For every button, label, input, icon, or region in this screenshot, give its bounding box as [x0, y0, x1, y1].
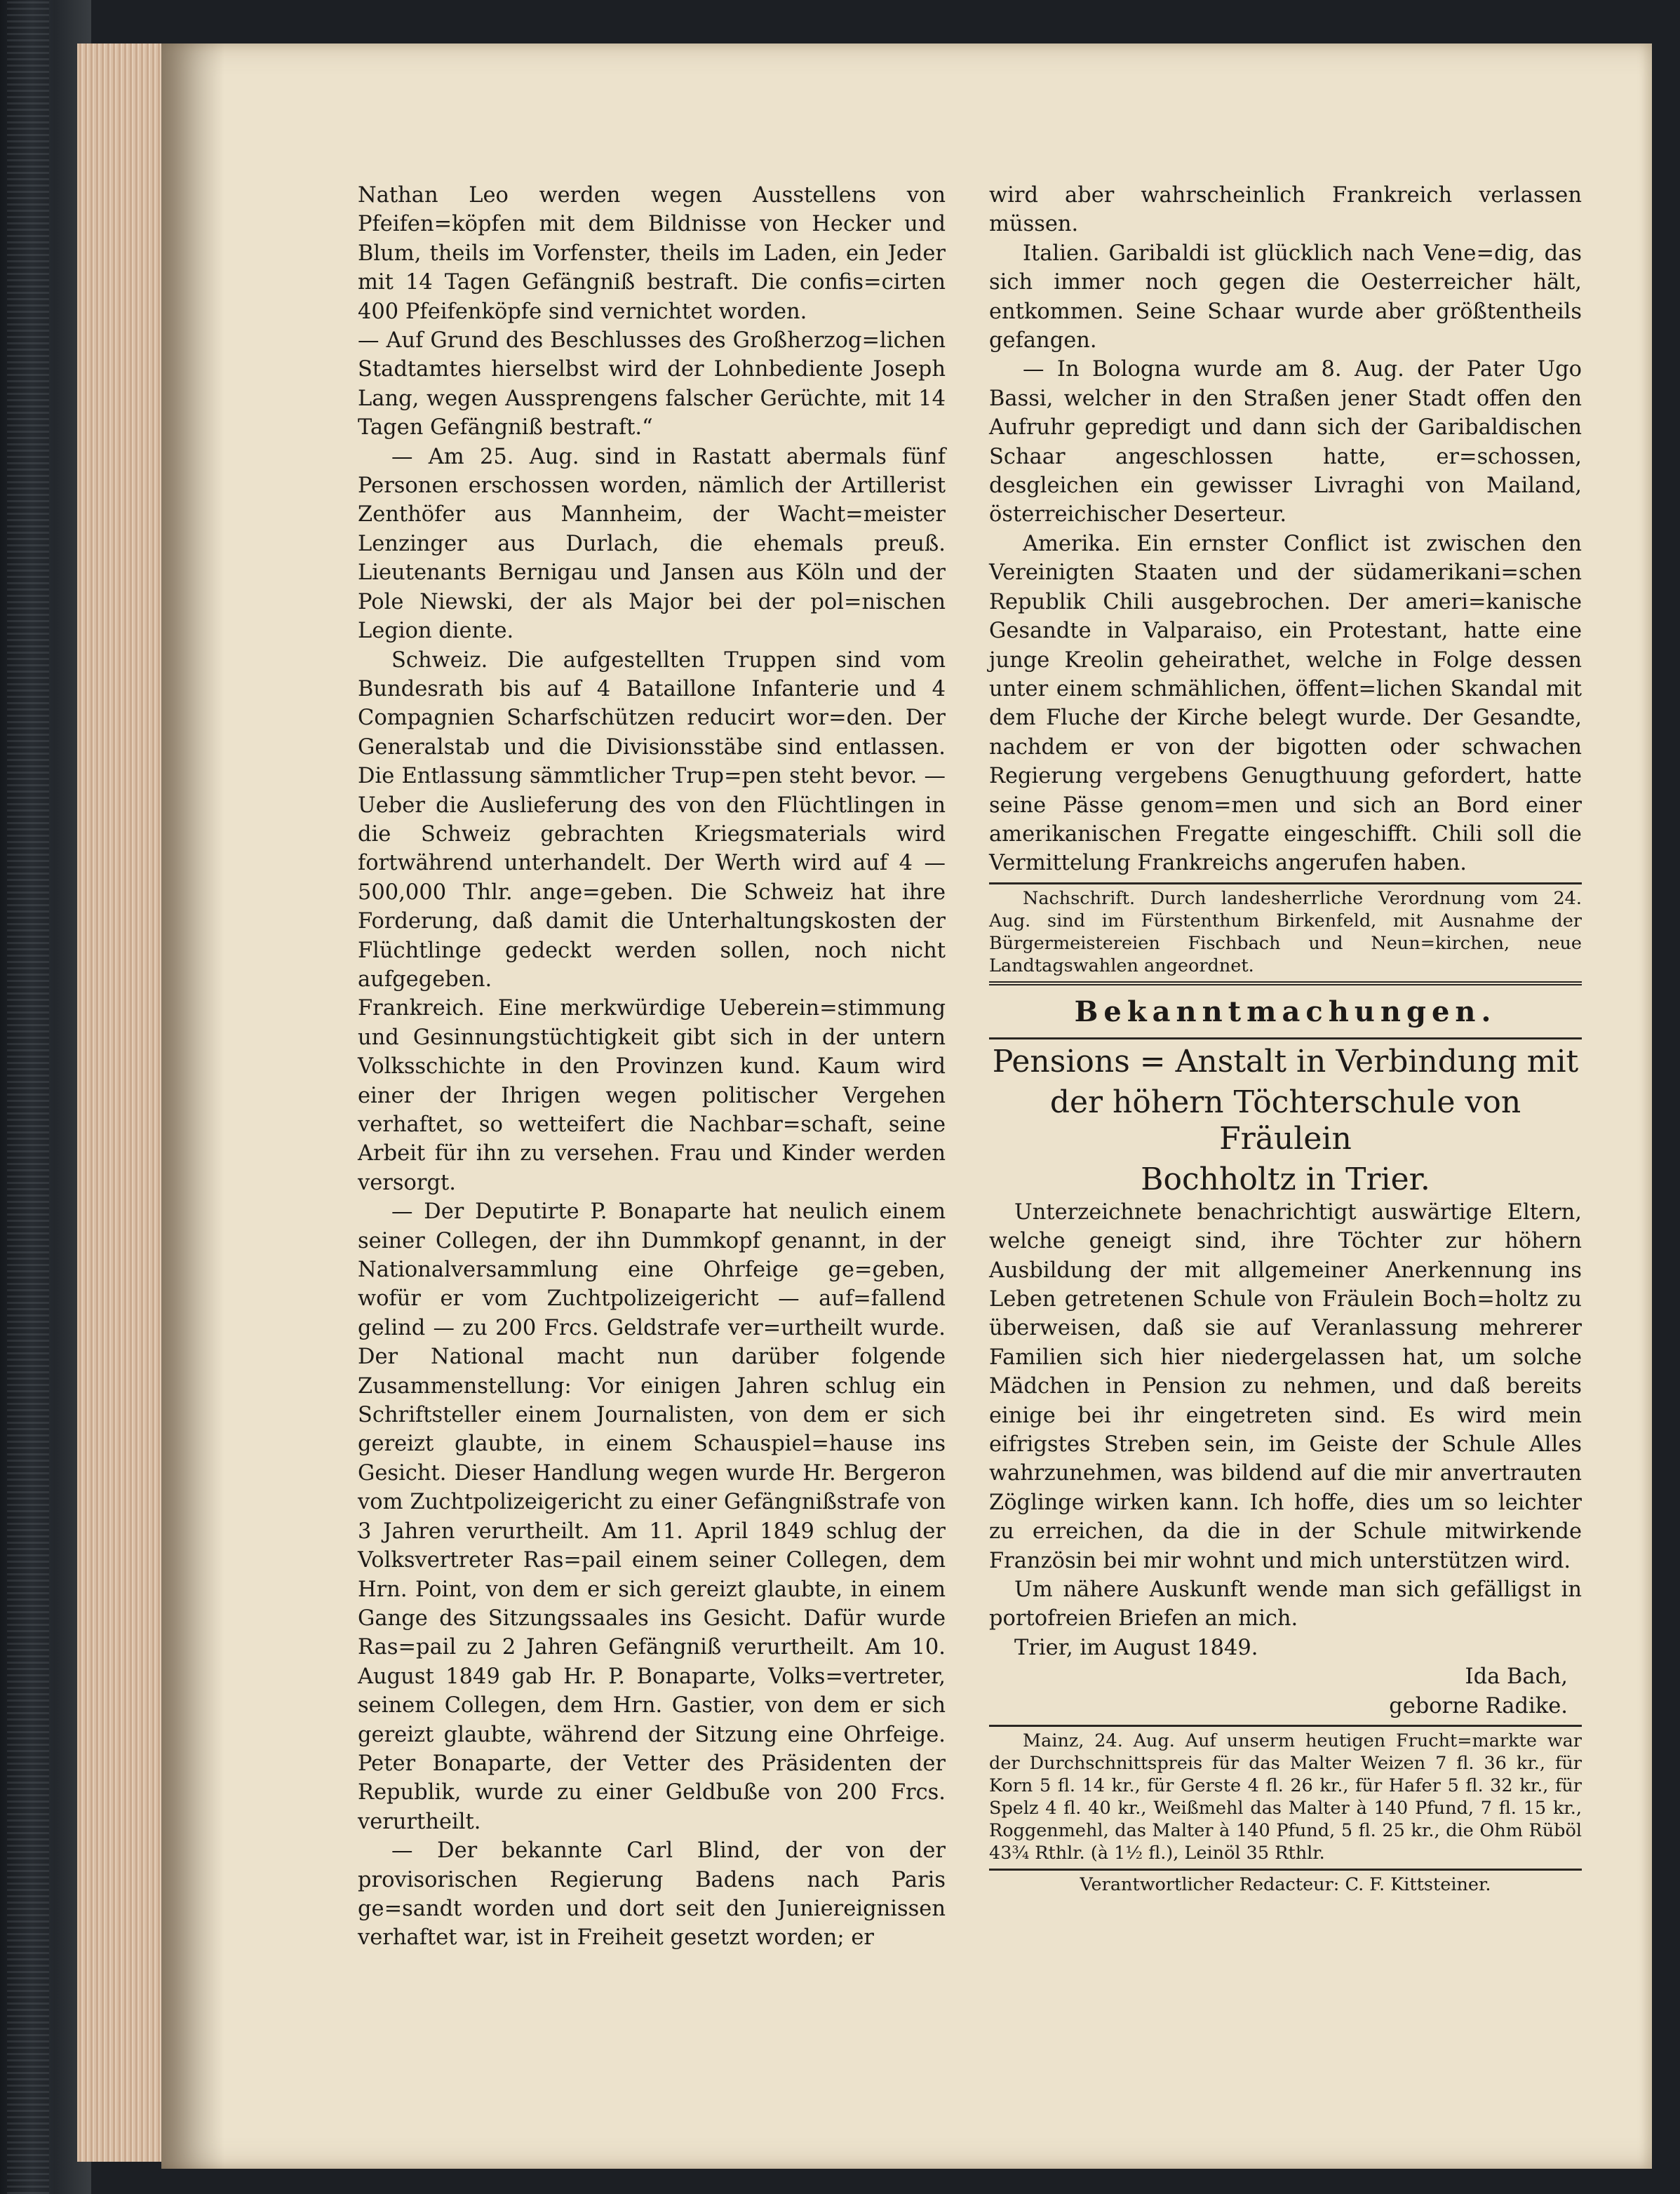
- page-right-edge: [1652, 0, 1680, 2194]
- market-report: Mainz, 24. Aug. Auf unserm heutigen Frucht=markte war der Durchschnittspreis für das Malter Weizen 7 fl. 36 kr., für Korn 5 fl. 14 kr., für Gerste 4 fl. 26 kr., für Hafer 5 fl. 32 kr., für Spelz 4 fl. 40 kr., Weißmehl das Malter à 140 Pfund, 7 fl. 15 kr., Roggenmehl, das Malter à 140 Pfund, 5 fl. 25 kr., die Ohm Rüböl 43¾ Rthlr. (à 1½ fl.), Leinöl 35 Rthlr.: [989, 1730, 1582, 1864]
- article-paragraph: Frankreich. Eine merkwürdige Ueberein=stimmung und Gesinnungstüchtigkeit gibt sich in der untern Volksschichte in den Provinzen kund. Kaum wird einer der Ihrigen wegen politischer Vergehen verhaftet, so wetteifert die Nachbar=schaft, seine Arbeit für ihn zu versehen. Frau und Kinder werden versorgt.: [358, 996, 946, 1195]
- ad-signature-name: Ida Bach,: [1465, 1664, 1568, 1690]
- ad-body: [989, 1198, 1582, 1663]
- article-paragraph: — Der Deputirte P. Bonaparte hat neulich einem seiner Collegen, der ihn Dummkopf genannt, in der Nationalversammlung eine Ohrfeige ge=geben, wofür er vom Zuchtpolizeigericht — auf=fallend gelind — zu 200 Frcs. Geldstrafe ver=urtheilt wurde. Der National macht nun darüber folgende Zusammenstellung: Vor einigen Jahren schlug ein Schriftsteller einem Journalisten, von dem er sich gereizt glaubte, in einem Schauspiel=hause ins Gesicht. Dieser Handlung wegen wurde Hr. Bergeron vom Zuchtpolizeigericht zu einer Gefängnißstrafe von 3 Jahren verurtheilt. Am 11. April 1849 schlug der Volksvertreter Ras=pail einem seiner Collegen, dem Hrn. Point, von dem er sich gereizt glaubte, in einem Gange des Sitzungssaales ins Gesicht. Dafür wurde Ras=pail zu 2 Jahren Gefängniß verurtheilt. Am 10. August 1849 gab Hr. P. Bonaparte, Volks=vertreter, seinem Collegen, dem Hrn. Gastier, von dem er sich gereizt glaubte, während der Sitzung eine Ohrfeige. Peter Bonaparte, der Vetter des Präsidenten der Republik, wurde zu einer Geldbuße von 200 Frcs. verurtheilt.: [358, 1199, 946, 1834]
- article-paragraph: — Auf Grund des Beschlusses des Großherzog=lichen Stadtamtes hierselbst wird der Lohnbediente Joseph Lang, wegen Aussprengens falscher Gerüchte, mit 14 Tagen Gefängniß bestraft.“: [358, 328, 946, 440]
- article-paragraph: — In Bologna wurde am 8. Aug. der Pater Ugo Bassi, welcher in den Straßen jener Stadt offen den Aufruhr gepredigt und dann sich der Garibaldischen Schaar angeschlossen hatte, er=schossen, desgleichen ein gewisser Livraghi von Mailand, österreichischer Deserteur.: [989, 357, 1582, 527]
- ad-place-date: Trier, im August 1849.: [1014, 1635, 1258, 1660]
- ad-paragraph: Um nähere Auskunft wende man sich gefälligst in portofreien Briefen an mich.: [989, 1577, 1582, 1631]
- article-paragraph: — Der bekannte Carl Blind, der von der provisorischen Regierung Badens nach Paris ge=sandt worden und dort seit den Juniereignissen verhaftet war, ist in Freiheit gesetzt worden; er: [358, 1838, 946, 1951]
- nachschrift: Nachschrift. Durch landesherrliche Verordnung vom 24. Aug. sind im Fürstenthum Birkenfeld, mit Ausnahme der Bürgermeistereien Fischbach und Neun=kirchen, neue Landtagswahlen angeordnet.: [989, 887, 1582, 976]
- editor-line: Verantwortlicher Redacteur: C. F. Kittsteiner.: [1080, 1874, 1491, 1896]
- divider: [989, 981, 1582, 987]
- ad-paragraph: Unterzeichnete benachrichtigt auswärtige Eltern, welche geneigt sind, ihre Töchter zur höhern Ausbildung der mit allgemeiner Anerkennung ins Leben getretenen Schule von Fräulein Boch=holtz zu überweisen, daß sie auf Veranlassung mehrerer Familien sich hier niedergelassen hat, um solche Mädchen in Pension zu nehmen, und daß bereits einige bei ihr eingetreten sind. Es wird mein eifrigstes Streben sein, im Geiste der Schule Alles wahrzunehmen, was bildend auf die mir anvertrauten Zöglinge wirken kann. Ich hoffe, dies um so leichter zu erreichen, da die in der Schule mitwirkende Französin bei mir wohnt und mich unterstützen wird.: [989, 1199, 1582, 1573]
- article-paragraph: Nathan Leo werden wegen Ausstellens von Pfeifen=köpfen mit dem Bildnisse von Hecker und Blum, theils im Vorfenster, theils im Laden, ein Jeder mit 14 Tagen Gefängniß bestraft. Die confis=cirten 400 Pfeifenköpfe sind vernichtet worden.: [358, 183, 946, 324]
- ad-title-line: Bochholtz in Trier.: [1141, 1161, 1430, 1197]
- article-paragraph: wird aber wahrscheinlich Frankreich verlassen müssen.: [989, 183, 1582, 237]
- article-paragraph: Schweiz. Die aufgestellten Truppen sind vom Bundesrath bis auf 4 Bataillone Infanterie und 4 Compagnien Scharfschützen reducirt wor=den. Der Generalstab und die Divisionsstäbe sind entlassen. Die Entlassung sämmtlicher Trup=pen steht bevor. — Ueber die Auslieferung des von den Flüchtlingen in die Schweiz gebrachten Kriegsmaterials wird fortwährend unterhandelt. Der Werth wird auf 4 — 500,000 Thlr. ange=geben. Die Schweiz hat ihre Forderung, daß damit die Unterhaltungskosten der Flüchtlinge gedeckt werden sollen, noch nicht aufgegeben.: [358, 647, 946, 992]
- page-edges: [77, 43, 163, 2162]
- gutter-shadow: [161, 43, 224, 2169]
- divider: [989, 1725, 1582, 1727]
- article-paragraph: Italien. Garibaldi ist glücklich nach Vene=dig, das sich immer noch gegen die Oesterreicher hält, entkommen. Seine Schaar wurde aber größtentheils gefangen.: [989, 241, 1582, 354]
- right-column: [989, 181, 1582, 1896]
- section-title: Bekanntmachungen.: [1074, 995, 1497, 1028]
- ad-signature-born: geborne Radike.: [1389, 1693, 1568, 1718]
- divider: [989, 1037, 1582, 1039]
- divider: [989, 1869, 1582, 1871]
- divider: [989, 882, 1582, 884]
- article-paragraph: Amerika. Ein ernster Conflict ist zwischen den Vereinigten Staaten und der südamerikani=schen Republik Chili ausgebrochen. Der ameri=kanische Gesandte in Valparaiso, ein Protestant, hatte eine junge Kreolin geheirathet, welche in Folge dessen unter einem schmählichen, öffent=lichen Skandal mit dem Fluche der Kirche belegt wurde. Der Gesandte, nachdem er von der bigotten oder schwachen Regierung vergebens Genugthuung gefordert, hatte seine Pässe genom=men und sich an Bord einer amerikanischen Fregatte eingeschifft. Chili soll die Vermittelung Frankreichs angerufen haben.: [989, 531, 1582, 876]
- ad-title-line: der höhern Töchterschule von Fräulein: [1049, 1084, 1521, 1157]
- article-paragraph: — Am 25. Aug. sind in Rastatt abermals fünf Personen erschossen worden, nämlich der Artillerist Zenthöfer aus Mannheim, der Wacht=meister Lenzinger aus Durlach, die ehemals preuß. Lieutenants Bernigau und Jansen aus Köln und der Pole Niewski, der als Major bei der pol=nischen Legion diente.: [358, 444, 946, 644]
- ad-title-line: Pensions = Anstalt in Verbindung mit: [992, 1043, 1579, 1079]
- left-column: [358, 181, 946, 1953]
